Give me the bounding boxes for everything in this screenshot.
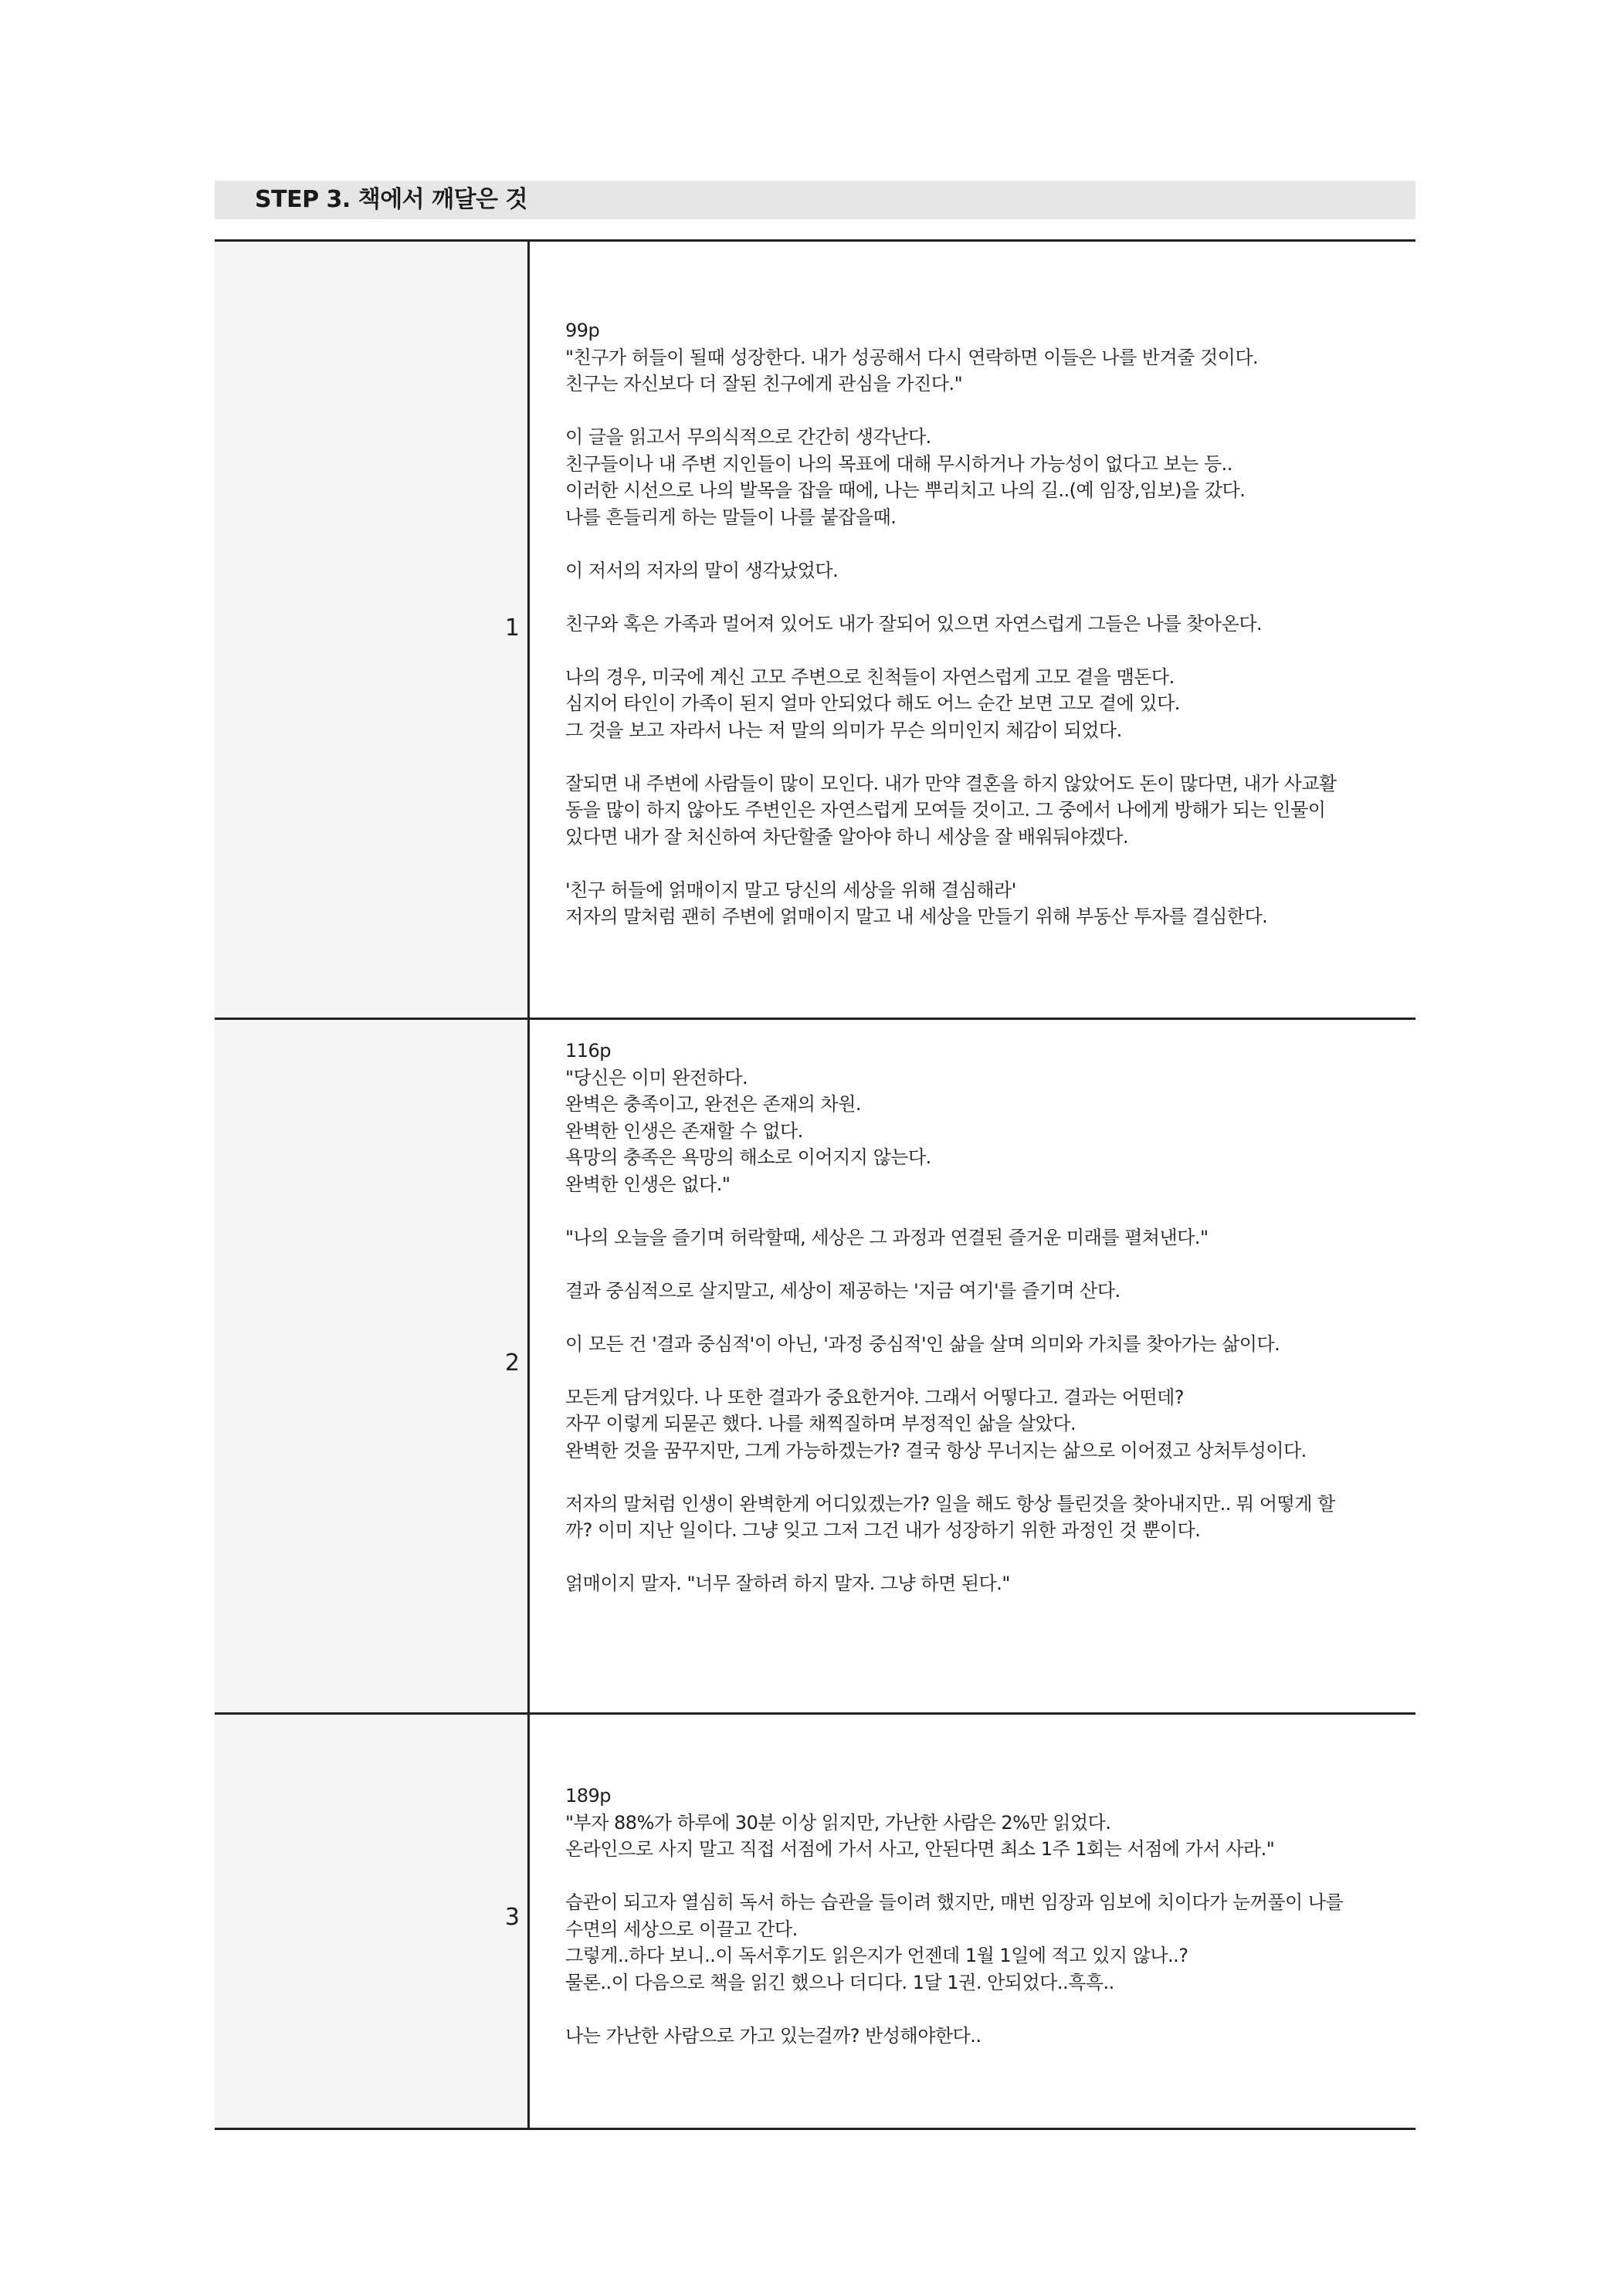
text-line: 친구들이나 내 주변 지인들이 나의 목표에 대해 무시하거나 가능성이 없다고 보는 등..: [565, 452, 1232, 475]
text-line: 나의 경우, 미국에 계신 고모 주변으로 친척들이 자연스럽게 고모 곁을 맴돈다.: [565, 665, 1175, 688]
text-line: 완벽은 충족이고, 완전은 존재의 차원.: [565, 1093, 862, 1115]
paragraph: [565, 1384, 1407, 1465]
text-line: 완벽한 것을 꿈꾸지만, 그게 가능하겠는가? 결국 항상 무너지는 삶으로 이어졌고 상처투성이다.: [565, 1439, 1307, 1461]
row-text-3: [565, 1783, 1407, 2049]
text-line: 물론..이 다음으로 책을 읽긴 했으나 더디다. 1달 1권. 안되었다..흑흑..: [565, 1971, 1114, 1993]
paragraph: [565, 770, 1407, 851]
text-line: 그렇게..하다 보니..이 독서후기도 읽은지가 언젠데 1월 1일에 적고 있지 않나..?: [565, 1945, 1188, 1966]
text-line: 까? 이미 지난 일이다. 그냥 잊고 그저 그건 내가 성장하기 위한 과정인 것 뿐이다.: [565, 1519, 1201, 1541]
row-number: 3: [504, 1904, 520, 1931]
text-line: 있다면 내가 잘 처신하여 차단할줄 알아야 하니 세상을 잘 배워둬야겠다.: [565, 825, 1129, 848]
text-line: 습관이 되고자 열심히 독서 하는 습관을 들이려 했지만, 매번 임장과 임보에 치이다가 눈꺼풀이 나를: [565, 1891, 1344, 1913]
paragraph: [565, 1491, 1407, 1544]
text-line: 친구와 혹은 가족과 멀어져 있어도 내가 잘되어 있으면 자연스럽게 그들은 나를 찾아온다.: [565, 612, 1263, 635]
paragraph: [565, 611, 1407, 638]
text-line: 모든게 담겨있다. 나 또한 결과가 중요한거야. 그래서 어떻다고. 결과는 어떤데?: [565, 1386, 1184, 1408]
paragraph: [565, 557, 1407, 584]
text-line: 온라인으로 사지 말고 직접 서점에 가서 사고, 안된다면 최소 1주 1회는 서점에 가서 사라.": [565, 1838, 1275, 1860]
paragraph: [565, 317, 1407, 398]
paragraph: [565, 1278, 1407, 1305]
row-number: 1: [504, 615, 520, 642]
column-divider: [527, 239, 530, 2130]
text-line: "부자 88%가 하루에 30분 이상 읽지만, 가난한 사람은 2%만 읽었다.: [565, 1811, 1111, 1834]
text-line: 자꾸 이렇게 되묻곤 했다. 나를 채찍질하며 부정적인 삶을 살았다.: [565, 1413, 1076, 1434]
text-line: 완벽한 인생은 없다.": [565, 1173, 731, 1195]
step-title: STEP 3. 책에서 깨달은 것: [255, 186, 527, 213]
text-line: 이러한 시선으로 나의 발목을 잡을 때에, 나는 뿌리치고 나의 길..(예 임장,임보)을 갔다.: [565, 479, 1246, 501]
paragraph: [565, 1331, 1407, 1358]
text-line: 동을 많이 하지 않아도 주변인은 자연스럽게 모여들 것이고. 그 중에서 나에게 방해가 되는 인물이: [565, 799, 1326, 821]
row-number: 2: [504, 1349, 520, 1377]
text-line: "당신은 이미 완전하다.: [565, 1066, 748, 1089]
step-header-bar: [215, 181, 1415, 219]
text-line: 189p: [565, 1785, 612, 1807]
row-text-2: [565, 1038, 1407, 1597]
text-line: 이 글을 읽고서 무의식적으로 간간히 생각난다.: [565, 426, 931, 448]
text-line: 이 모든 건 '결과 중심적'이 아닌, '과정 중심적'인 삶을 살며 의미와 가치를 찾아가는 삶이다.: [565, 1333, 1280, 1355]
text-line: 얽매이지 말자. "너무 잘하려 하지 말자. 그냥 하면 된다.": [565, 1573, 1010, 1594]
paragraph: [565, 424, 1407, 530]
text-line: 나를 흔들리게 하는 말들이 나를 붙잡을때.: [565, 506, 897, 528]
paragraph: [565, 1889, 1407, 1996]
text-line: 수면의 세상으로 이끌고 간다.: [565, 1918, 798, 1940]
paragraph: [565, 877, 1407, 930]
text-line: 욕망의 충족은 욕망의 해소로 이어지지 않는다.: [565, 1146, 931, 1168]
text-line: 심지어 타인이 가족이 된지 얼마 안되었다 해도 어느 순간 보면 고모 곁에 있다.: [565, 693, 1180, 714]
text-line: '친구 허들에 얽매이지 말고 당신의 세상을 위해 결심해라': [565, 879, 1016, 901]
paragraph: [565, 1570, 1407, 1597]
paragraph: [565, 2023, 1407, 2050]
text-line: 116p: [565, 1040, 612, 1062]
text-line: "친구가 허들이 될때 성장한다. 내가 성공해서 다시 연락하면 이들은 나를 반겨줄 것이다.: [565, 346, 1259, 368]
paragraph: [565, 1783, 1407, 1863]
text-line: 완벽한 인생은 존재할 수 없다.: [565, 1119, 803, 1142]
paragraph: [565, 1038, 1407, 1197]
text-line: 99p: [565, 320, 600, 341]
paragraph: [565, 664, 1407, 744]
table-bottom-rule: [215, 2128, 1415, 2130]
text-line: 잘되면 내 주변에 사람들이 많이 모인다. 내가 만약 결혼을 하지 않았어도 돈이 많다면, 내가 사교활: [565, 772, 1337, 794]
row-text-1: [565, 317, 1407, 930]
text-line: 친구는 자신보다 더 잘된 친구에게 관심을 가진다.": [565, 373, 963, 395]
text-line: 그 것을 보고 자라서 나는 저 말의 의미가 무슨 의미인지 체감이 되었다.: [565, 719, 1122, 741]
text-line: "나의 오늘을 즐기며 허락할때, 세상은 그 과정과 연결된 즐거운 미래를 펼쳐낸다.": [565, 1226, 1209, 1248]
text-line: 저자의 말처럼 인생이 완벽한게 어디있겠는가? 일을 해도 항상 틀린것을 찾아내지만.. 뭐 어떻게 할: [565, 1492, 1335, 1515]
text-line: 이 저서의 저자의 말이 생각났었다.: [565, 559, 839, 581]
text-line: 저자의 말처럼 괜히 주변에 얽매이지 말고 내 세상을 만들기 위해 부동산 투자를 결심한다.: [565, 906, 1268, 927]
text-line: 결과 중심적으로 살지말고, 세상이 제공하는 '지금 여기'를 즐기며 산다.: [565, 1279, 1121, 1302]
text-line: 나는 가난한 사람으로 가고 있는걸까? 반성해야한다..: [565, 2024, 982, 2047]
paragraph: [565, 1224, 1407, 1251]
